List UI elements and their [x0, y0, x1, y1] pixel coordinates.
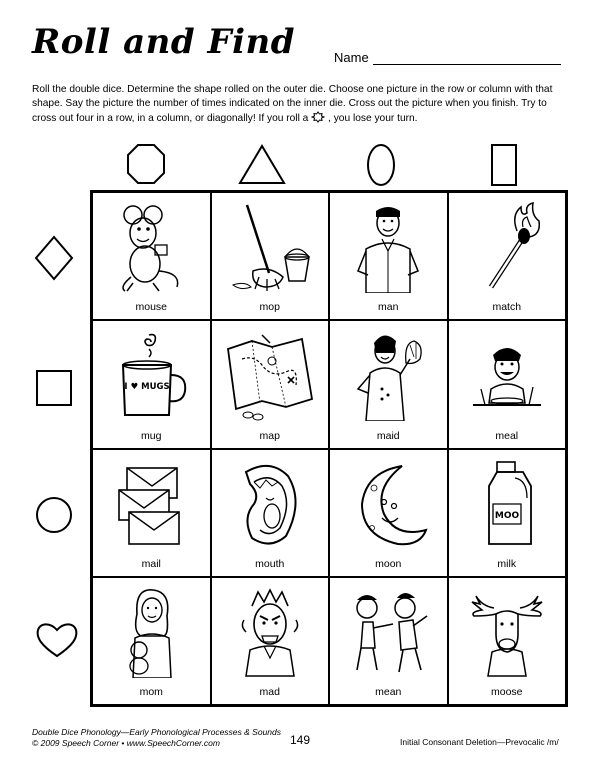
- picture-label: man: [378, 301, 399, 314]
- square-shape-icon: [34, 368, 74, 408]
- picture-label: match: [492, 301, 522, 314]
- picture-label: maid: [376, 429, 400, 442]
- page-number: 149: [290, 733, 311, 747]
- picture-label: milk: [497, 557, 517, 570]
- picture-label: mouth: [255, 557, 285, 570]
- cell-match[interactable]: [448, 192, 567, 320]
- instructions: [32, 83, 572, 126]
- picture-label: mad: [259, 686, 280, 698]
- picture-label: mouse: [135, 301, 167, 314]
- instructions-part2: , you lose your turn.: [328, 113, 418, 124]
- picture-label: mug: [141, 429, 162, 442]
- mom-icon: [111, 586, 191, 678]
- footer-line1: Double Dice Phonology—Early Phonological Processes & Sounds: [32, 727, 282, 737]
- picture-label: mop: [259, 301, 280, 314]
- cell-mug[interactable]: [92, 320, 211, 448]
- mop-icon: [225, 201, 315, 293]
- diamond-shape-icon: [34, 235, 74, 281]
- picture-label: mail: [141, 557, 161, 570]
- cell-mail[interactable]: [92, 449, 211, 577]
- mouse-icon: [111, 201, 191, 293]
- footer-line2: © 2009 Speech Corner • www.SpeechCorner.com: [32, 738, 220, 748]
- footer-credits: [32, 727, 281, 749]
- mug-text: I ♥ MUGS: [124, 382, 170, 393]
- cell-mad[interactable]: [211, 577, 330, 705]
- picture-label: meal: [495, 429, 519, 442]
- cell-meal[interactable]: [448, 320, 567, 448]
- octagon-shape-icon: [126, 143, 166, 185]
- cell-mop[interactable]: [211, 192, 330, 320]
- page-title: Roll and Find: [32, 22, 296, 62]
- picture-label: moon: [375, 557, 402, 570]
- starburst-icon: [311, 111, 325, 123]
- name-field[interactable]: [334, 50, 561, 65]
- mouth-icon: [230, 458, 310, 550]
- name-label: Name: [334, 50, 369, 65]
- moon-icon: [348, 458, 428, 550]
- picture-label: map: [259, 429, 280, 442]
- maid-icon: [348, 329, 428, 421]
- cell-mouse[interactable]: [92, 192, 211, 320]
- match-icon: [467, 201, 547, 293]
- milk-icon: [467, 458, 547, 550]
- mean-icon: [343, 586, 433, 678]
- milk-text: MOO: [494, 510, 519, 521]
- moose-icon: [462, 586, 552, 678]
- meal-icon: [467, 329, 547, 421]
- triangle-shape-icon: [238, 143, 286, 185]
- mad-icon: [230, 586, 310, 678]
- picture-grid: [90, 190, 568, 707]
- cell-man[interactable]: [329, 192, 448, 320]
- name-line[interactable]: [373, 50, 561, 65]
- picture-label: mom: [139, 686, 163, 698]
- cell-milk[interactable]: [448, 449, 567, 577]
- circle-shape-icon: [34, 495, 74, 535]
- footer-topic: Initial Consonant Deletion—Prevocalic /m/: [400, 737, 559, 747]
- map-icon: [222, 329, 318, 421]
- cell-mean[interactable]: [329, 577, 448, 705]
- cell-map[interactable]: [211, 320, 330, 448]
- picture-label: mean: [375, 686, 402, 698]
- cell-moose[interactable]: [448, 577, 567, 705]
- man-icon: [348, 201, 428, 293]
- mug-icon: [111, 329, 191, 421]
- cell-mouth[interactable]: [211, 449, 330, 577]
- oval-shape-icon: [366, 143, 396, 187]
- cell-moon[interactable]: [329, 449, 448, 577]
- rectangle-shape-icon: [490, 143, 518, 187]
- instructions-part1: Roll the double dice. Determine the shape rolled on the outer die. Choose one picture in the row or column with that shape. Say the picture the number of times indicated on the inner die. Cross out the picture when you finish. Try to cross out four in a row, in a column, or diagonally! If you roll a: [32, 84, 553, 124]
- cell-mom[interactable]: [92, 577, 211, 705]
- cell-maid[interactable]: [329, 320, 448, 448]
- picture-label: moose: [490, 686, 523, 698]
- mail-icon: [111, 458, 191, 550]
- heart-shape-icon: [34, 620, 80, 660]
